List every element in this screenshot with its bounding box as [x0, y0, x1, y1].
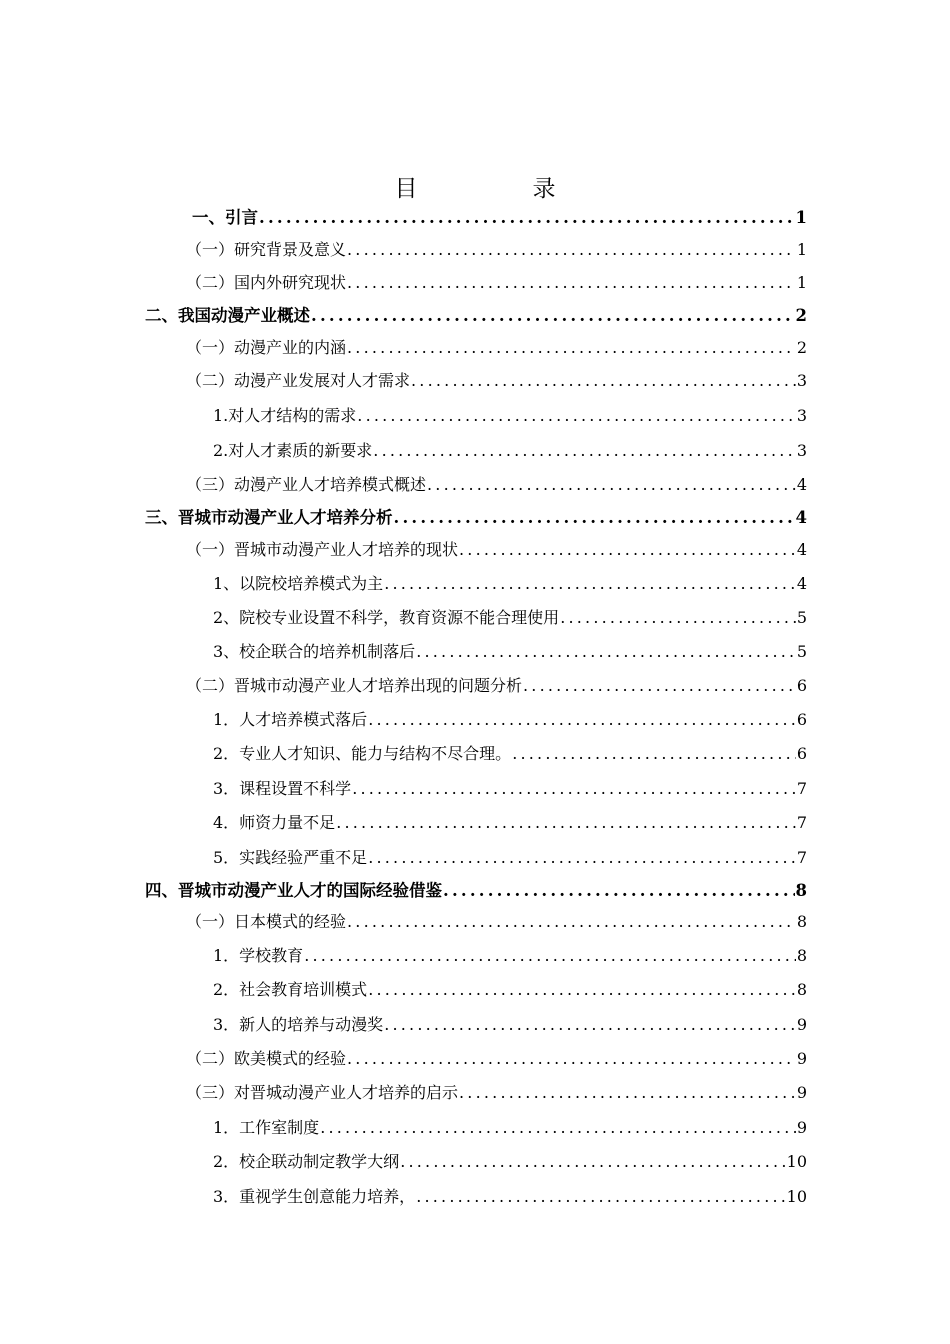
- toc-entry-label: 二、我国动漫产业概述: [145, 306, 310, 325]
- toc-entry[interactable]: [186, 535, 807, 565]
- toc-entry-page-number: 3: [796, 441, 807, 460]
- toc-entry-label: 2.对人才素质的新要求: [213, 441, 373, 460]
- toc-entry[interactable]: [186, 907, 807, 937]
- toc-entry[interactable]: [186, 366, 807, 396]
- toc-entry-page-number: 5: [796, 608, 807, 627]
- toc-leader-dots: [347, 268, 796, 298]
- toc-entry[interactable]: [186, 235, 807, 265]
- toc-entry-page-number: 10: [786, 1187, 807, 1206]
- toc-entry[interactable]: [213, 603, 807, 633]
- toc-entry-label: 2．专业人才知识、能力与结构不尽合理。: [213, 744, 512, 763]
- toc-leader-dots: [320, 1113, 796, 1143]
- toc-leader-dots: [427, 470, 796, 500]
- toc-entry[interactable]: [186, 268, 807, 298]
- toc-title: 目 录: [394, 176, 602, 202]
- toc-leader-dots: [357, 401, 796, 431]
- toc-leader-dots: [512, 739, 796, 769]
- toc-leader-dots: [368, 705, 796, 735]
- toc-entry-label: （三）对晋城动漫产业人才培养的启示: [186, 1083, 459, 1102]
- toc-entry-label: （二）国内外研究现状: [186, 273, 347, 292]
- toc-entry-page-number: 1: [796, 273, 807, 292]
- toc-entry[interactable]: [145, 503, 807, 533]
- toc-leader-dots: [373, 436, 796, 466]
- toc-entry-page-number: 7: [796, 813, 807, 832]
- toc-entry-page-number: 7: [796, 848, 807, 867]
- toc-entry-page-number: 8: [796, 946, 807, 965]
- toc-entry[interactable]: [213, 436, 807, 466]
- toc-leader-dots: [416, 637, 796, 667]
- toc-entry-label: （二）欧美模式的经验: [186, 1049, 347, 1068]
- toc-leader-dots: [347, 333, 796, 363]
- toc-entry[interactable]: [213, 739, 807, 769]
- toc-entry-label: 3、校企联合的培养机制落后: [213, 642, 416, 661]
- toc-entry[interactable]: [213, 401, 807, 431]
- toc-entry-label: 1．人才培养模式落后: [213, 710, 368, 729]
- toc-entry-page-number: 3: [796, 371, 807, 390]
- toc-leader-dots: [560, 603, 796, 633]
- toc-leader-dots: [384, 1010, 796, 1040]
- toc-entry-page-number: 6: [796, 676, 807, 695]
- toc-entry-page-number: 1: [796, 240, 807, 259]
- toc-leader-dots: [394, 503, 795, 533]
- toc-leader-dots: [352, 774, 796, 804]
- toc-entry[interactable]: [213, 1147, 807, 1177]
- toc-leader-dots: [523, 671, 796, 701]
- toc-entry-page-number: 9: [796, 1015, 807, 1034]
- toc-leader-dots: [368, 975, 796, 1005]
- toc-entry-page-number: 5: [796, 642, 807, 661]
- toc-entry-label: 四、晋城市动漫产业人才的国际经验借鉴: [145, 881, 442, 900]
- toc-entry[interactable]: [186, 333, 807, 363]
- toc-entry-label: 1．学校教育: [213, 946, 304, 965]
- toc-entry-label: 1、以院校培养模式为主: [213, 574, 384, 593]
- toc-leader-dots: [347, 907, 796, 937]
- toc-entry[interactable]: [213, 941, 807, 971]
- toc-entry-label: 3．重视学生创意能力培养，: [213, 1187, 416, 1206]
- toc-entry-page-number: 1: [795, 208, 807, 227]
- toc-entry[interactable]: [145, 301, 807, 331]
- toc-entry-page-number: 3: [796, 406, 807, 425]
- toc-entry[interactable]: [213, 1010, 807, 1040]
- toc-entry-label: （一）研究背景及意义: [186, 240, 347, 259]
- toc-leader-dots: [459, 535, 796, 565]
- toc-entry-label: 3．课程设置不科学: [213, 779, 352, 798]
- toc-entry-page-number: 6: [796, 744, 807, 763]
- toc-entry[interactable]: [186, 470, 807, 500]
- toc-entry-label: 5．实践经验严重不足: [213, 848, 368, 867]
- toc-leader-dots: [400, 1147, 785, 1177]
- toc-entry-label: 1．工作室制度: [213, 1118, 320, 1137]
- toc-entry-label: 三、晋城市动漫产业人才培养分析: [145, 508, 393, 527]
- toc-entry[interactable]: [213, 705, 807, 735]
- toc-entry-page-number: 4: [796, 475, 807, 494]
- toc-leader-dots: [304, 941, 796, 971]
- toc-leader-dots: [368, 843, 796, 873]
- toc-entry[interactable]: [213, 569, 807, 599]
- toc-entry-page-number: 9: [796, 1083, 807, 1102]
- toc-entry-page-number: 9: [796, 1118, 807, 1137]
- toc-entry-label: （一）日本模式的经验: [186, 912, 347, 931]
- toc-entry-page-number: 8: [796, 980, 807, 999]
- toc-entry-label: （三）动漫产业人才培养模式概述: [186, 475, 427, 494]
- toc-entry-label: 1.对人才结构的需求: [213, 406, 357, 425]
- toc-entry-label: 一、引言: [192, 208, 258, 227]
- toc-entry[interactable]: [186, 1078, 807, 1108]
- toc-leader-dots: [347, 235, 796, 265]
- toc-entry[interactable]: [213, 637, 807, 667]
- toc-entry-label: 4．师资力量不足: [213, 813, 336, 832]
- toc-entry-label: 2．校企联动制定教学大纲: [213, 1152, 400, 1171]
- toc-entry[interactable]: [213, 975, 807, 1005]
- toc-entry-label: （二）动漫产业发展对人才需求: [186, 371, 411, 390]
- toc-leader-dots: [459, 1078, 796, 1108]
- toc-entry-label: 2、院校专业设置不科学，教育资源不能合理使用: [213, 608, 560, 627]
- toc-entry-page-number: 7: [796, 779, 807, 798]
- toc-entry[interactable]: [186, 671, 807, 701]
- toc-entry[interactable]: [213, 808, 807, 838]
- toc-entry[interactable]: [213, 1113, 807, 1143]
- toc-entry-page-number: 8: [795, 881, 807, 900]
- toc-entry[interactable]: [213, 774, 807, 804]
- toc-entry-page-number: 4: [795, 508, 807, 527]
- toc-entry-label: 3．新人的培养与动漫奖: [213, 1015, 384, 1034]
- toc-entry-page-number: 4: [796, 574, 807, 593]
- toc-entry-page-number: 10: [786, 1152, 807, 1171]
- toc-entry-page-number: 8: [796, 912, 807, 931]
- toc-entry-page-number: 2: [795, 306, 807, 325]
- toc-entry-label: （一）晋城市动漫产业人才培养的现状: [186, 540, 459, 559]
- toc-leader-dots: [384, 569, 796, 599]
- toc-entry[interactable]: [192, 203, 807, 233]
- toc-leader-dots: [411, 366, 796, 396]
- toc-entry-page-number: 4: [796, 540, 807, 559]
- toc-entry-page-number: 2: [796, 338, 807, 357]
- toc-entry-page-number: 9: [796, 1049, 807, 1068]
- toc-entry-page-number: 6: [796, 710, 807, 729]
- toc-entry[interactable]: [213, 1182, 807, 1212]
- toc-entry[interactable]: [213, 843, 807, 873]
- toc-entry[interactable]: [186, 1044, 807, 1074]
- toc-entry-label: 2．社会教育培训模式: [213, 980, 368, 999]
- toc-leader-dots: [259, 203, 795, 233]
- toc-leader-dots: [311, 301, 795, 331]
- toc-entry[interactable]: [145, 876, 807, 906]
- toc-entry-label: （一）动漫产业的内涵: [186, 338, 347, 357]
- toc-leader-dots: [347, 1044, 796, 1074]
- toc-leader-dots: [336, 808, 796, 838]
- toc-leader-dots: [443, 876, 795, 906]
- toc-leader-dots: [416, 1182, 785, 1212]
- toc-entry-label: （二）晋城市动漫产业人才培养出现的问题分析: [186, 676, 523, 695]
